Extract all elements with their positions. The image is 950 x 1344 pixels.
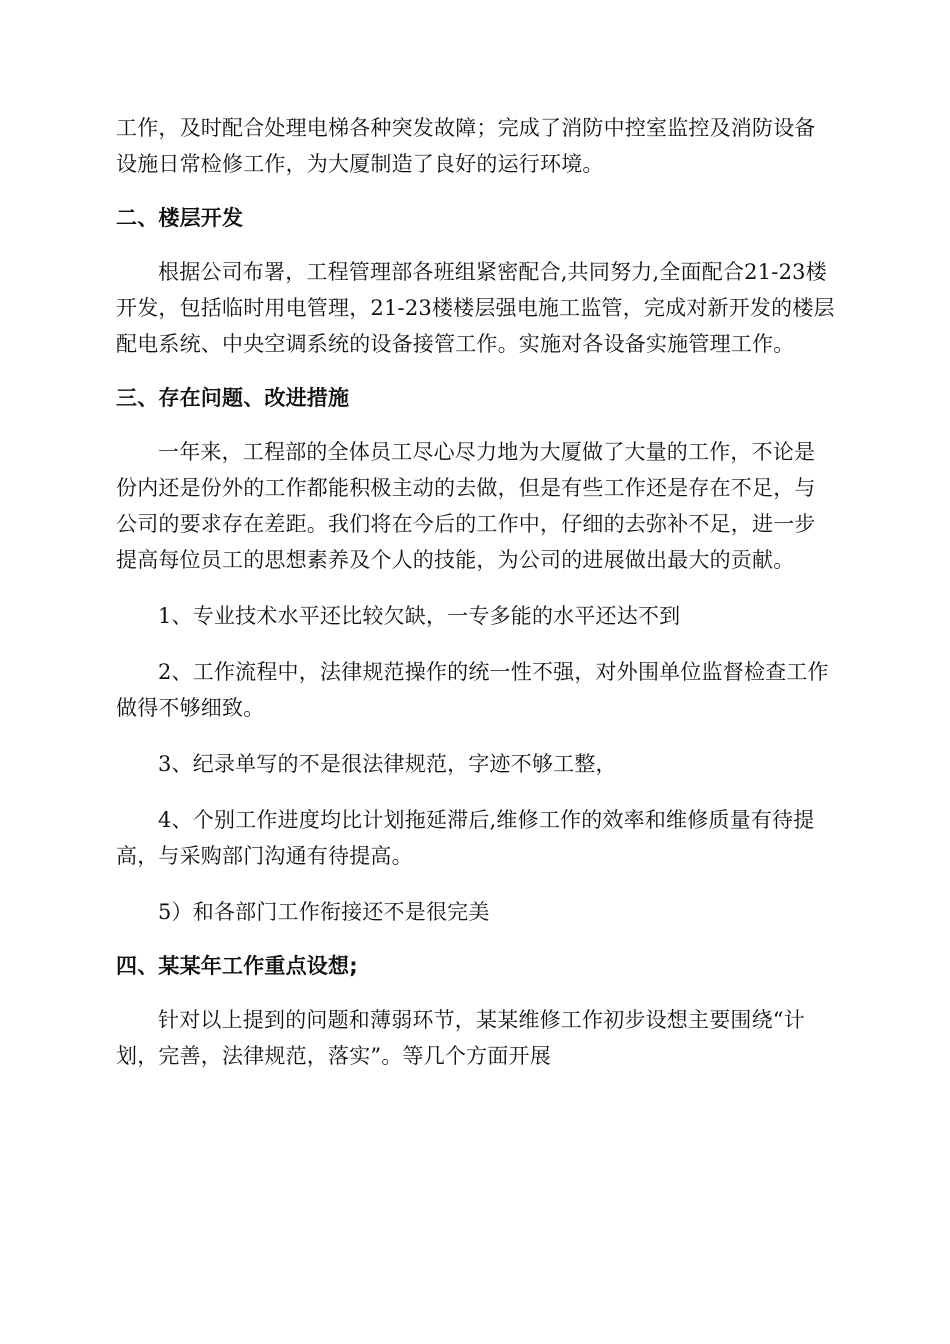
list-item-5: 5）和各部门工作衔接还不是很完美 bbox=[158, 900, 490, 924]
heading-next-year-plan: 四、某某年工作重点设想; bbox=[116, 954, 358, 978]
list-item-4: 4、个别工作进度均比计划拖延滞后,维修工作的效率和维修质量有待提高，与采购部门沟通有待提高。 bbox=[116, 808, 815, 868]
document-page bbox=[116, 110, 836, 1074]
paragraph-next-year-plan: 针对以上提到的问题和薄弱环节，某某维修工作初步设想主要围绕“计划，完善，法律规范，落实”。等几个方面开展 bbox=[116, 1008, 805, 1068]
list-item-3: 3、纪录单写的不是很法律规范，字迹不够工整， bbox=[158, 752, 617, 776]
heading-floor-development: 二、楼层开发 bbox=[116, 206, 244, 230]
paragraph-floor-development: 根据公司布署，工程管理部各班组紧密配合,共同努力,全面配合21-23楼开发，包括临时用电管理，21-23楼楼层强电施工监管，完成对新开发的楼层配电系统、中央空调系统的设备接管工作。实施对各设备实施管理工作。 bbox=[116, 260, 835, 356]
paragraph-problems: 一年来，工程部的全体员工尽心尽力地为大厦做了大量的工作，不论是份内还是份外的工作都能积极主动的去做，但是有些工作还是存在不足，与公司的要求存在差距。我们将在今后的工作中，仔细的去弥补不足，进一步提高每位员工的思想素养及个人的技能，为公司的进展做出最大的贡献。 bbox=[116, 440, 816, 572]
list-item-2: 2、工作流程中，法律规范操作的统一性不强，对外围单位监督检查工作做得不够细致。 bbox=[116, 660, 829, 720]
heading-problems-improvements: 三、存在问题、改进措施 bbox=[116, 386, 350, 410]
paragraph-elevator-fire: 工作，及时配合处理电梯各种突发故障；完成了消防中控室监控及消防设备设施日常检修工作，为大厦制造了良好的运行环境。 bbox=[116, 116, 816, 176]
list-item-1: 1、专业技术水平还比较欠缺，一专多能的水平还达不到 bbox=[158, 604, 681, 628]
